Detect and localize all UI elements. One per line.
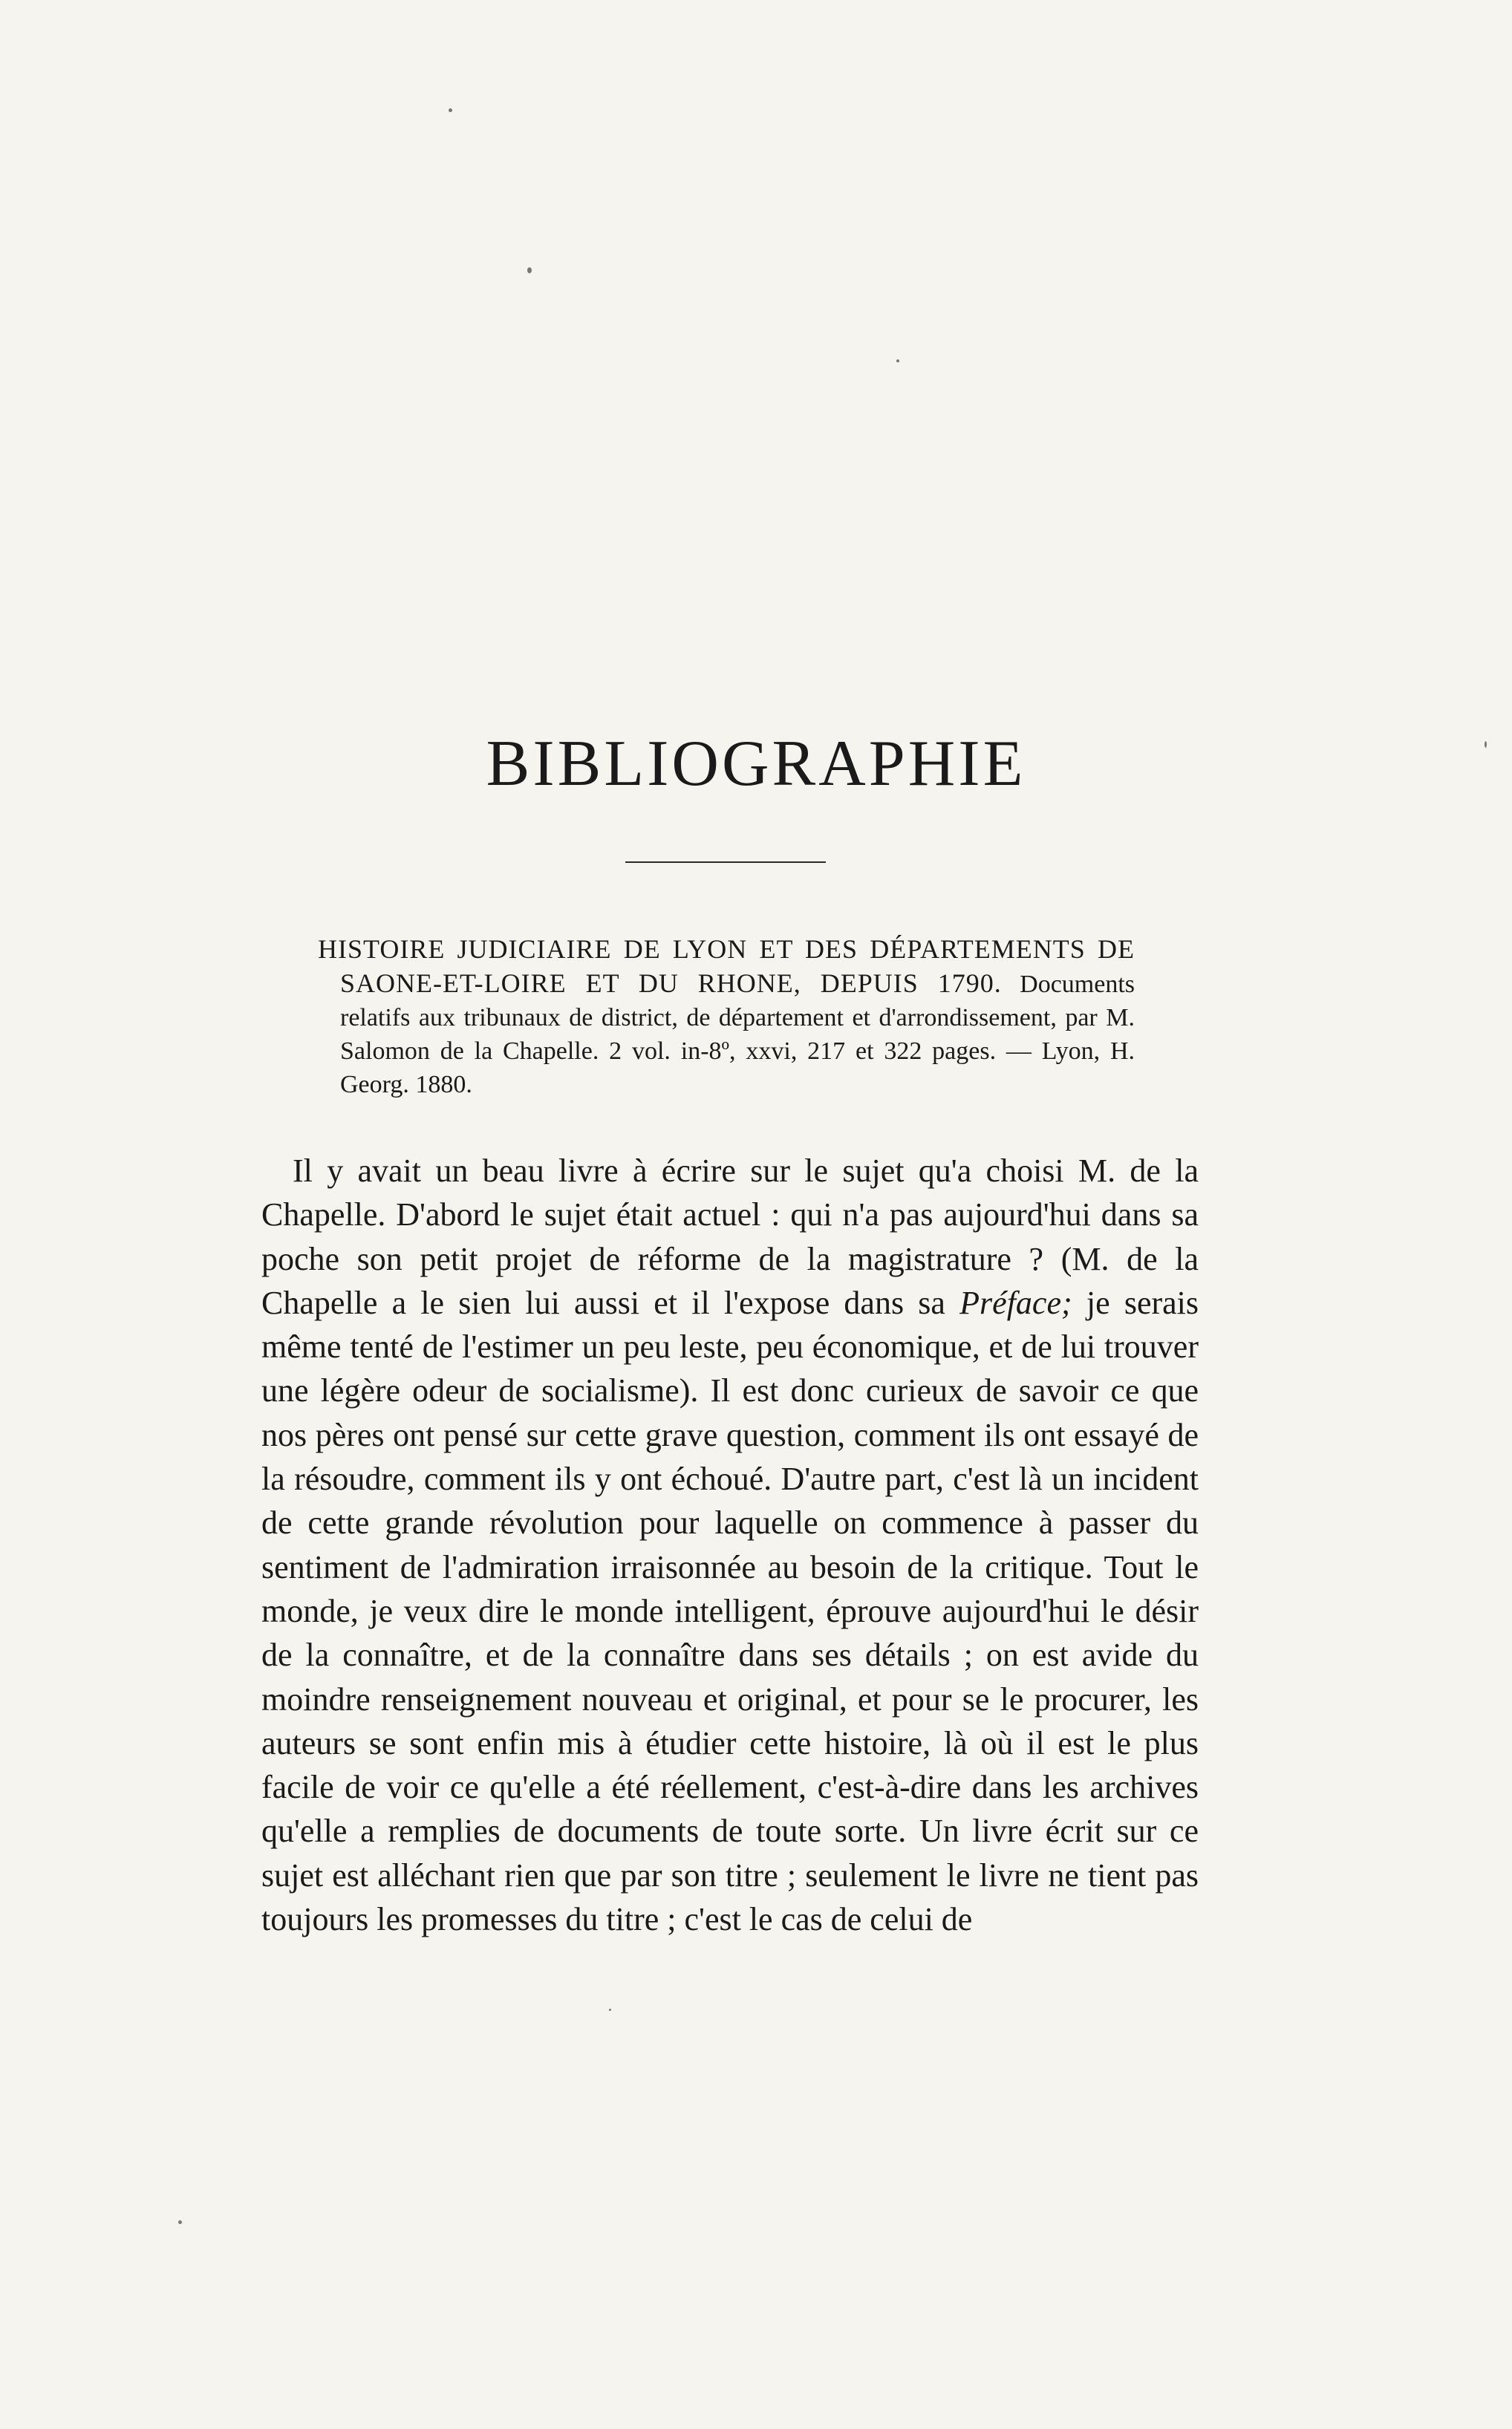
preface-italic: Préface;: [959, 1284, 1072, 1321]
review-text-part1: Il y avait un beau livre à écrire sur le sujet qu'a choisi M. de la Chapelle. D'abord le sujet était actuel : qui n'a pas aujourd'hui dans sa poche son petit projet de réforme de la magistrature ? (M. de la Chapelle a le sien lui aussi et il l'expose dans sa: [261, 1152, 1199, 1321]
print-speck: [1485, 741, 1487, 748]
page-title: BIBLIOGRAPHIE: [486, 728, 1026, 800]
print-speck: [449, 108, 452, 112]
print-speck: [527, 267, 532, 273]
citation-work-title: HISTOIRE JUDICIAIRE DE LYON ET DES DÉPARTEMENTS DE SAONE-ET-LOIRE ET DU RHONE, DEPUIS 1790.: [318, 934, 1135, 998]
citation-description: Documents relatifs aux tribunaux de district, de département et d'arrondissement, par M. Salomon de la Chapelle. 2 vol. in-8º, xxvi, 217 et 322 pages. — Lyon, H. Georg. 1880.: [340, 971, 1135, 1098]
print-speck: [896, 359, 899, 362]
print-speck: [609, 2009, 611, 2011]
bibliographic-citation: [318, 933, 1135, 1101]
review-paragraph: [261, 1149, 1199, 1941]
citation-entry: [318, 933, 1135, 1101]
print-speck: [178, 2220, 182, 2224]
title-divider: [625, 861, 826, 863]
review-text-part2: je serais même tenté de l'estimer un peu leste, peu économique, et de lui trouver une légère odeur de socialisme). Il est donc curieux de savoir ce que nos pères ont pensé sur cette grave question, comment ils ont essayé de la résoudre, comment ils y ont échoué. D'autre part, c'est là un incident de cette grande révolution pour laquelle on commence à passer du sentiment de l'admiration irraisonnée au besoin de la critique. Tout le monde, je veux dire le monde intelligent, éprouve aujourd'hui le désir de la connaître, et de la connaître dans ses détails ; on est avide du moindre renseignement nouveau et original, et pour se le procurer, les auteurs se sont enfin mis à étudier cette histoire, là où il est le plus facile de voir ce qu'elle a été réellement, c'est-à-dire dans les archives qu'elle a remplies de documents de toute sorte. Un livre écrit sur ce sujet est alléchant rien que par son titre ; seulement le livre ne tient pas toujours les promesses du titre ; c'est le cas de celui de: [261, 1284, 1199, 1938]
